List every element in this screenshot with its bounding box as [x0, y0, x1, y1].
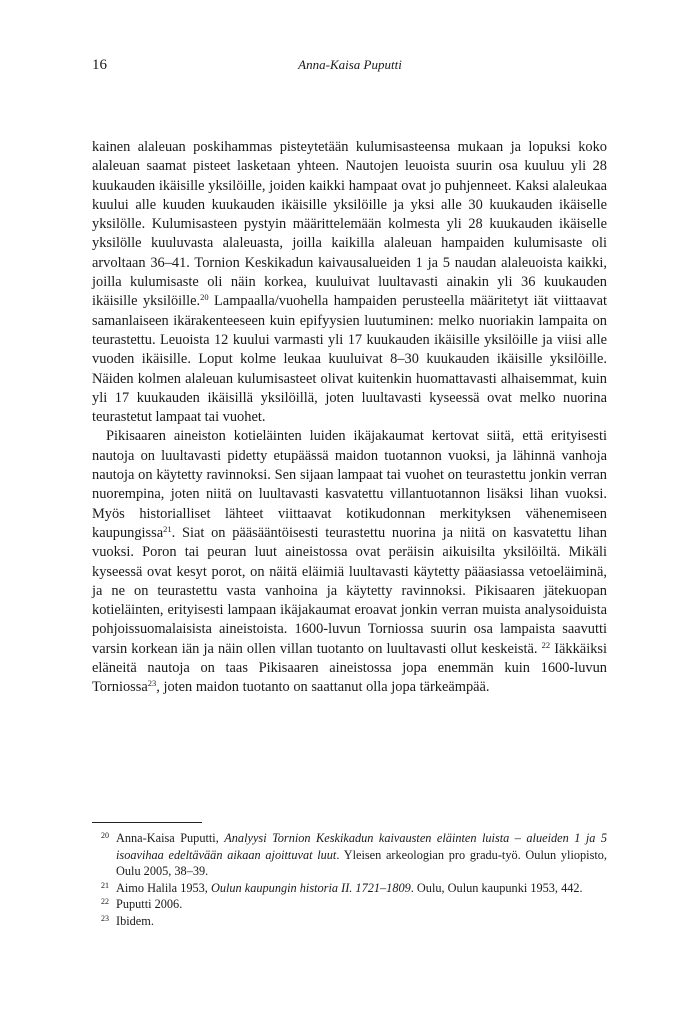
footnote-text: Aimo Halila 1953, Oulun kaupungin historia II. 1721–1809. Oulu, Oulun kaupunki 1953, 442. — [116, 880, 583, 895]
footnote-number: 21 — [101, 880, 109, 890]
main-text — [92, 138, 607, 698]
footnote-ref[interactable]: 21 — [163, 523, 172, 534]
paragraph-text: , joten maidon tuotanto on saattanut olla jopa tärkeämpää. — [156, 679, 490, 696]
footnote-number: 20 — [101, 831, 109, 840]
paragraph-2 — [92, 427, 607, 697]
footnote-number: 23 — [101, 913, 109, 923]
footnote-separator — [92, 822, 202, 823]
footnote-item — [92, 880, 607, 897]
footnote-item — [92, 896, 607, 913]
running-head: Anna-Kaisa Puputti — [298, 57, 402, 72]
paragraph-text: . Siat on pääsääntöisesti teurastettu nuorina ja niitä on kasvatettu lihan vuoksi. Poron tai peuran luut aineistossa ovat peräisin aikuisilta yksilöiltä. Mikäli kyseessä ovat kesyt porot, on näitä eläimiä luultavasti käytetty pääasiassa vetoeläiminä, ja ne on teurastettu vasta vanhoina ja käytetty ravinnoksi. Pikisaaren jätekuopan kotieläinten, erityisesti lampaan ikäjakaumat eroavat jonkin verran muista analysoiduista pohjoissuomalaisista aineistoista. 1600-luvun Torniossa suurin osa lampaista saavutti varsin korkean iän ja näin ollen villan tuotanto on luultavasti ollut keskeistä. — [92, 524, 607, 657]
paragraph-text: Pikisaaren aineiston kotieläinten luiden ikäjakaumat kertovat siitä, että erityisesti nautoja on luultavasti pidetty etupäässä maidon tuotannon vuoksi, ja lähinnä vanhoja nautoja on käytetty ravinnoksi. Sen sijaan lampaat tai vuohet on teurastettu jonkin verran nuorempina, joten niitä on luultavasti kasvatettu villantuotannon lisäksi lihan vuoksi. Myös historialliset lähteet viittaavat kotikudonnan merkityksen vähenemiseen kaupungissa — [92, 428, 607, 541]
footnotes — [92, 830, 607, 930]
page-number: 16 — [92, 57, 107, 73]
footnote-number: 22 — [101, 897, 109, 907]
footnote-ref[interactable]: 22 — [541, 639, 551, 650]
footnote-text: Anna-Kaisa Puputti, Analyysi Tornion Keskikadun kaivausten eläinten luista – alueiden 1 ja 5 isoavihaa edeltävään aikaan ajoittuvat luut. Yleisen arkeologian pro gradu-työ. Oulun yliopisto, Oulu 2005, 38–39. — [116, 831, 607, 879]
footnote-item — [92, 913, 607, 930]
paragraph-text: kainen alaleuan poskihammas pisteytetään kulumisasteensa mukaan ja lopuksi koko alaleuan saamat pisteet lasketaan yhteen. Nautojen leuoista suurin osa kuuluu yli 28 kuukauden ikäisille yksilöille, joiden kaikki hampaat ovat jo puhjenneet. Kaksi alaleukaa kuului alle kuuden kuukauden ikäisille yksilöille ja yksi alle 30 kuukauden ikäiselle yksilölle. Kulumisasteen pystyin määrittelemään kolmesta yli 28 kuukauden ikäiselle yksilölle kuuluvasta alaleuasta, joilla kaikilla alaleuan hampaiden kulumisaste oli arvoltaan 36–41. Tornion Keskikadun kaivausalueiden 1 ja 5 naudan alaleuoista kaikki, joilla kulumisaste oli näin korkea, kuuluivat luultavasti ainakin yli 36 kuukauden ikäisille yksilöille. — [92, 139, 607, 310]
paragraph-text: Lampaalla/vuohella hampaiden perusteella määritetyt iät viittaavat samanlaiseen ikärakenteeseen kuin epifyysien luutuminen: melko nuoriakin lampaita on teurastettu. Leuoista 12 kuului varmasti yli 17 kuukauden ikäisille yksilöille ja viisi alle vuoden ikäisille. Loput kolme leukaa kuuluivat 8–30 kuukauden ikäisille yksilöille. Näiden kolmen alaleuan kulumisasteet olivat kuitenkin huomattavasti alhaisemmat, kuin yli 17 kuukauden ikäisillä yksilöillä, joten luultavasti kyseessä ovat melko nuorina teurastetut lampaat tai vuohet. — [92, 293, 607, 426]
footnote-ref[interactable]: 20 — [200, 292, 209, 303]
footnote-text: Puputti 2006. — [116, 897, 183, 912]
footnote-ref[interactable]: 23 — [147, 678, 157, 689]
footnote-item — [92, 830, 607, 880]
paragraph-1 — [92, 138, 607, 427]
footnote-text: Ibidem. — [116, 913, 154, 928]
paragraph-text: Iäkkäiksi eläneitä nautoja on taas Pikisaaren aineistossa jopa enemmän kuin 1600-luvun Torniossa — [92, 640, 607, 696]
